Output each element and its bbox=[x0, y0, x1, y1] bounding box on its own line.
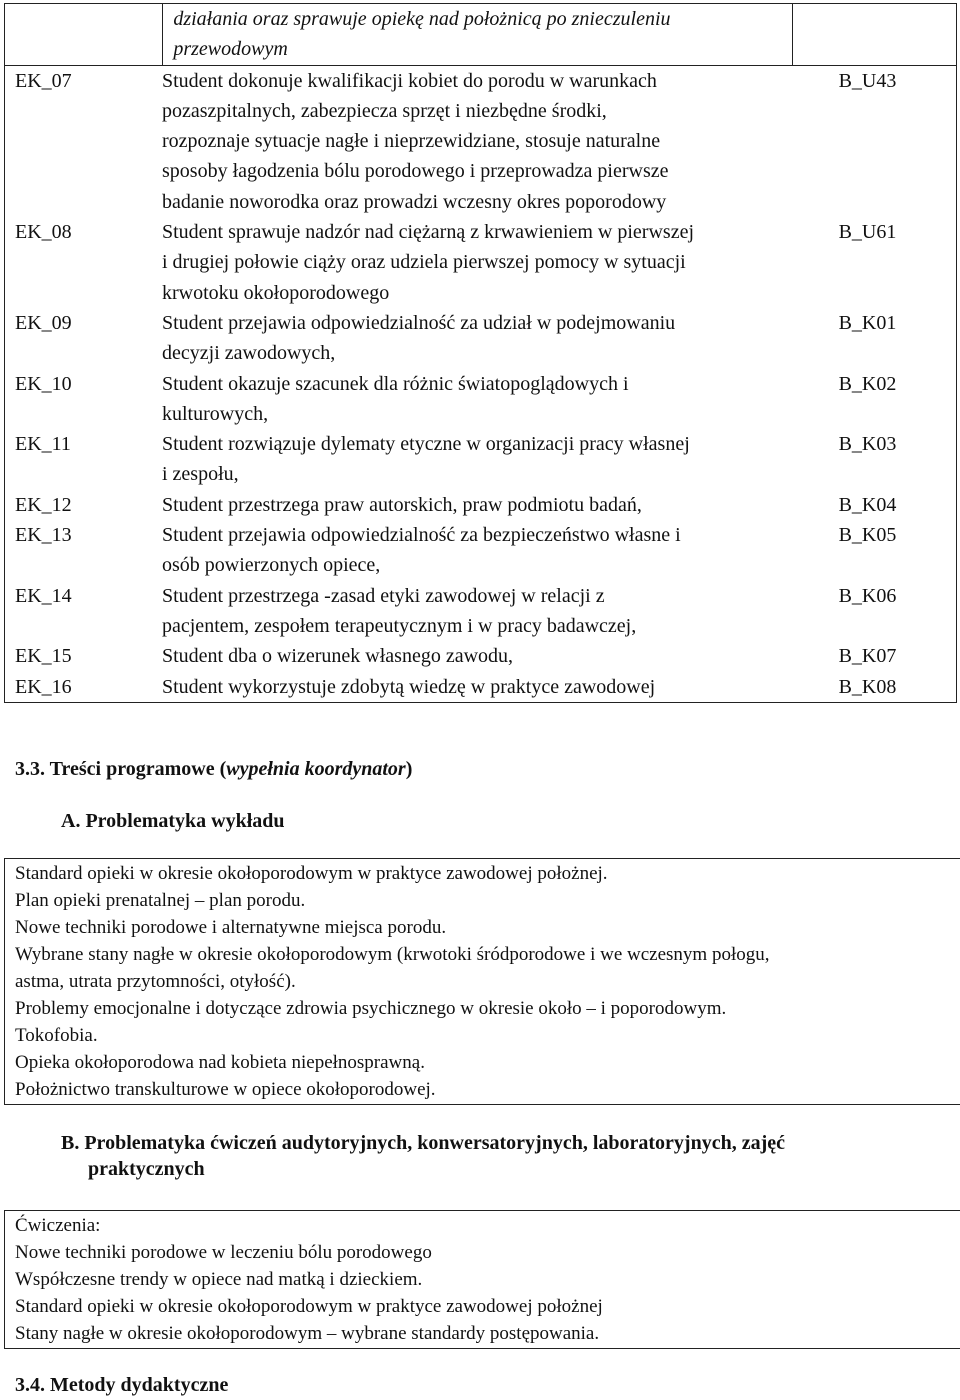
description-line: krwotoku okołoporodowego bbox=[162, 281, 390, 304]
description-line: osób powierzonych opiece, bbox=[162, 554, 381, 577]
description-line: Student przejawia odpowiedzialność za udział w podejmowaniu bbox=[162, 311, 676, 334]
outcome-reference: B_K07 bbox=[838, 645, 897, 668]
table-row bbox=[15, 490, 956, 520]
outcome-reference: B_K08 bbox=[838, 675, 897, 698]
list-item: Problemy emocjonalne i dotyczące zdrowia psychicznego w okresie około – i poporodowym. bbox=[15, 998, 727, 1019]
outcome-code: EK_13 bbox=[15, 524, 72, 547]
table-row bbox=[5, 4, 957, 66]
outcome-description bbox=[162, 520, 779, 581]
description-line: i drugiej połowie ciąży oraz udziela pierwszej pomocy w sytuacji bbox=[162, 251, 686, 274]
outcome-description bbox=[162, 581, 779, 642]
list-item: Stany nagłe w okresie okołoporodowym – wybrane standardy postępowania. bbox=[15, 1323, 600, 1344]
outcome-code: EK_09 bbox=[15, 311, 72, 334]
description-line: badanie noworodka oraz prowadzi wczesny okres poporodowy bbox=[162, 190, 667, 213]
exercise-topics-box bbox=[4, 1210, 960, 1349]
outcome-reference: B_U61 bbox=[838, 221, 897, 244]
description-line: pacjentem, zespołem terapeutycznym i w pracy badawczej, bbox=[162, 614, 637, 637]
list-item: Standard opieki w okresie okołoporodowym w praktyce zawodowej położnej. bbox=[15, 863, 608, 884]
outcome-code: EK_11 bbox=[15, 433, 71, 456]
outcome-description bbox=[162, 641, 779, 671]
description-line: kulturowych, bbox=[162, 402, 269, 425]
outcome-reference: B_K01 bbox=[838, 311, 897, 334]
outcome-code: EK_08 bbox=[15, 221, 72, 244]
lecture-topics-box bbox=[4, 858, 960, 1105]
outcome-code: EK_16 bbox=[15, 675, 72, 698]
outcome-description bbox=[162, 490, 779, 520]
continued-description: działania oraz sprawuje opiekę nad położnicą po znieczuleniu przewodowym bbox=[163, 4, 792, 66]
outcome-reference: B_K02 bbox=[838, 372, 897, 395]
description-line: Student wykorzystuje zdobytą wiedzę w praktyce zawodowej bbox=[162, 675, 656, 698]
description-line: sposoby łagodzenia bólu porodowego i przeprowadza pierwsze bbox=[162, 160, 669, 183]
list-item: Standard opieki w okresie okołoporodowym w praktyce zawodowej położnej bbox=[15, 1296, 603, 1317]
list-item: Opieka okołoporodowa nad kobieta niepełnosprawną. bbox=[15, 1052, 425, 1073]
description-line: Student rozwiązuje dylematy etyczne w organizacji pracy własnej bbox=[162, 433, 690, 456]
list-item: Nowe techniki porodowe i alternatywne miejsca porodu. bbox=[15, 917, 447, 938]
section-heading-a: A. Problematyka wykładu bbox=[61, 810, 285, 832]
outcome-code: EK_12 bbox=[15, 493, 72, 516]
outcome-reference: B_U43 bbox=[838, 69, 897, 92]
table-row bbox=[5, 65, 957, 702]
description-line: Student przestrzega -zasad etyki zawodowej w relacji z bbox=[162, 584, 605, 607]
list-item: Nowe techniki porodowe w leczeniu bólu porodowego bbox=[15, 1242, 432, 1263]
outcome-code: EK_15 bbox=[15, 645, 72, 668]
outcome-reference: B_K05 bbox=[838, 524, 897, 547]
table-row bbox=[15, 672, 956, 702]
table-row bbox=[15, 429, 956, 490]
description-line: Student dba o wizerunek własnego zawodu, bbox=[162, 645, 514, 668]
description-line: Student sprawuje nadzór nad ciężarną z krwawieniem w pierwszej bbox=[162, 221, 695, 244]
description-line: decyzji zawodowych, bbox=[162, 342, 336, 365]
list-item: Położnictwo transkulturowe w opiece okołoporodowej. bbox=[15, 1079, 436, 1100]
learning-outcomes-table bbox=[4, 3, 957, 703]
section-heading-3-3: 3.3. Treści programowe (wypełnia koordynator) bbox=[15, 758, 413, 780]
table-row bbox=[15, 581, 956, 642]
section-heading-b: B. Problematyka ćwiczeń audytoryjnych, konwersatoryjnych, laboratoryjnych, zajęć praktycznych bbox=[61, 1132, 785, 1180]
outcome-rows bbox=[15, 66, 956, 702]
list-item: astma, utrata przytomności, otyłość). bbox=[15, 971, 296, 992]
outcome-description bbox=[162, 672, 779, 702]
description-line: rozpoznaje sytuacje nagłe i nieprzewidziane, stosuje naturalne bbox=[162, 130, 661, 153]
table-row bbox=[15, 66, 956, 217]
table-row bbox=[15, 308, 956, 369]
outcome-description bbox=[162, 66, 779, 217]
outcome-description bbox=[162, 369, 779, 430]
outcome-reference: B_K06 bbox=[838, 584, 897, 607]
outcome-description bbox=[162, 308, 779, 369]
list-item: Wybrane stany nagłe w okresie okołoporodowym (krwotoki śródporodowe i we wczesnym połogu, bbox=[15, 944, 770, 965]
list-item: Tokofobia. bbox=[15, 1025, 98, 1046]
outcome-code: EK_10 bbox=[15, 372, 72, 395]
outcome-reference: B_K03 bbox=[838, 433, 897, 456]
outcome-description bbox=[162, 217, 779, 308]
description-line: pozaszpitalnych, zabezpiecza sprzęt i niezbędne środki, bbox=[162, 99, 607, 122]
outcome-description bbox=[162, 429, 779, 490]
list-item: Plan opieki prenatalnej – plan porodu. bbox=[15, 890, 306, 911]
list-item: Współczesne trendy w opiece nad matką i dzieckiem. bbox=[15, 1269, 423, 1290]
table-row bbox=[15, 217, 956, 308]
description-line: Student przejawia odpowiedzialność za bezpieczeństwo własne i bbox=[162, 524, 681, 547]
description-line: Student przestrzega praw autorskich, praw podmiotu badań, bbox=[162, 493, 642, 516]
table-row bbox=[15, 369, 956, 430]
outcome-code: EK_07 bbox=[15, 69, 72, 92]
description-line: i zespołu, bbox=[162, 463, 239, 486]
list-item: Ćwiczenia: bbox=[15, 1215, 101, 1236]
outcome-reference: B_K04 bbox=[838, 493, 897, 516]
section-heading-3-4: 3.4. Metody dydaktyczne bbox=[15, 1374, 229, 1396]
outcome-code: EK_14 bbox=[15, 584, 72, 607]
description-line: Student okazuje szacunek dla różnic światopoglądowych i bbox=[162, 372, 629, 395]
table-row bbox=[15, 520, 956, 581]
table-row bbox=[15, 641, 956, 671]
description-line: Student dokonuje kwalifikacji kobiet do porodu w warunkach bbox=[162, 69, 657, 92]
